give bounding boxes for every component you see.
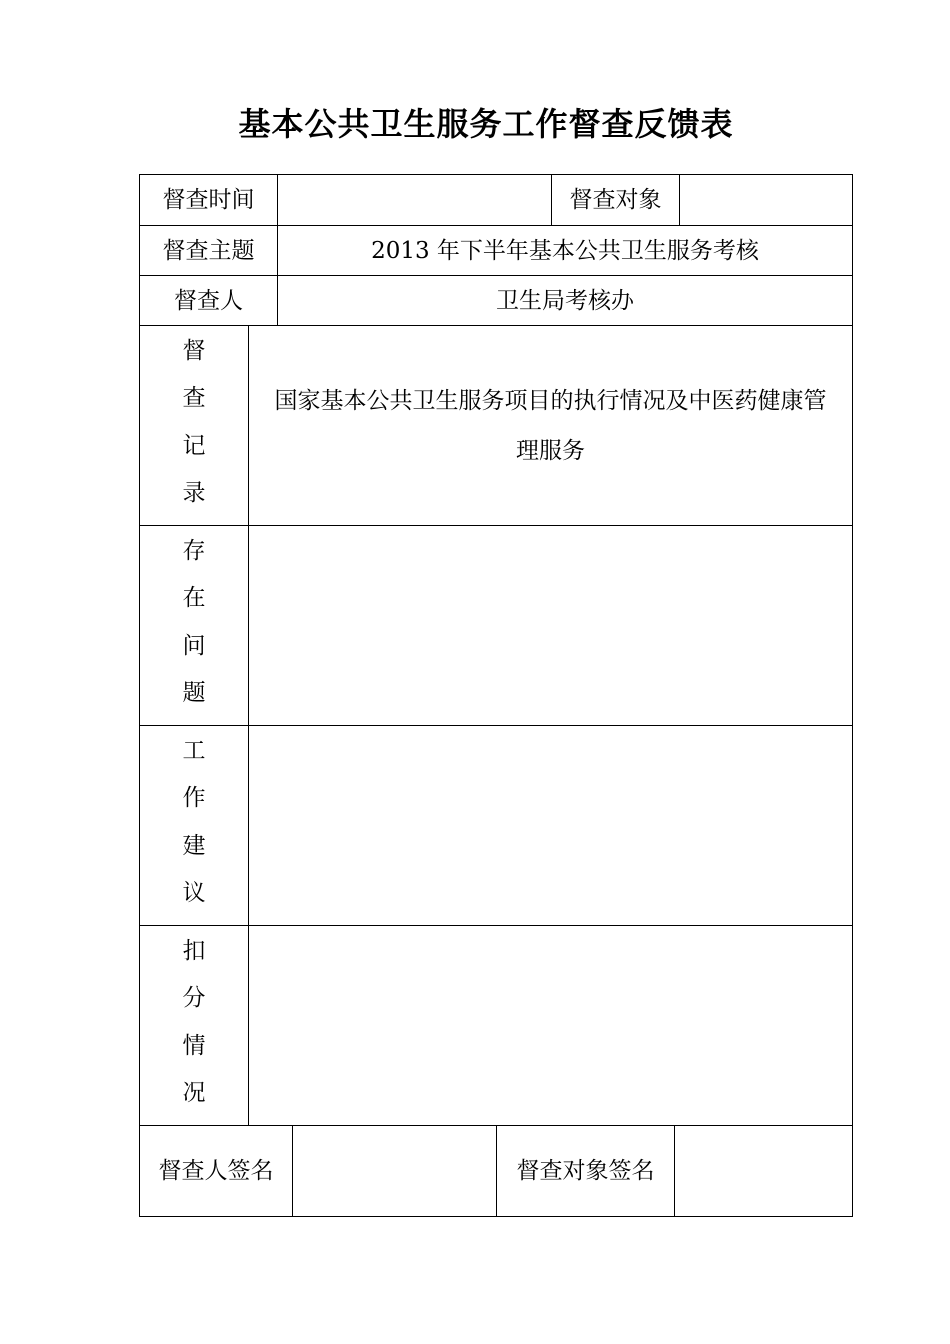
issues-field[interactable] — [248, 525, 853, 726]
deduction-label-char: 分 — [182, 985, 206, 1012]
target-signature-label: 督查对象签名 — [496, 1125, 675, 1217]
record-label-char: 记 — [182, 432, 206, 459]
issues-label-char: 在 — [182, 585, 206, 612]
issues-label-char: 存 — [182, 538, 206, 564]
inspector-signature-label: 督查人签名 — [139, 1125, 293, 1217]
time-field[interactable] — [277, 174, 552, 226]
inspector-field[interactable]: 卫生局考核办 — [277, 275, 853, 326]
deduction-label-char: 情 — [182, 1032, 206, 1059]
subject-label: 督查主题 — [139, 225, 278, 276]
issues-label — [139, 525, 249, 726]
target-field[interactable] — [679, 174, 853, 226]
suggestions-label-char: 作 — [182, 785, 206, 812]
page-title: 基本公共卫生服务工作督查反馈表 — [238, 105, 734, 143]
deduction-label — [139, 925, 249, 1126]
deduction-label-char: 扣 — [182, 938, 206, 964]
inspector-label: 督查人 — [139, 275, 278, 326]
target-label: 督查对象 — [551, 174, 680, 226]
suggestions-label-char: 议 — [182, 879, 206, 906]
record-label-char: 督 — [182, 338, 206, 364]
inspector-signature-field[interactable] — [292, 1125, 497, 1217]
time-label: 督查时间 — [139, 174, 278, 226]
record-label — [139, 325, 249, 526]
suggestions-label — [139, 725, 249, 926]
issues-label-char: 题 — [182, 679, 206, 706]
target-signature-field[interactable] — [674, 1125, 853, 1217]
suggestions-label-char: 工 — [182, 738, 206, 764]
record-field[interactable]: 国家基本公共卫生服务项目的执行情况及中医药健康管理服务 — [248, 325, 853, 526]
record-label-char: 录 — [182, 479, 206, 506]
record-label-char: 查 — [182, 385, 206, 412]
subject-field[interactable]: 2013 年下半年基本公共卫生服务考核 — [277, 225, 853, 276]
suggestions-field[interactable] — [248, 725, 853, 926]
deduction-field[interactable] — [248, 925, 853, 1126]
suggestions-label-char: 建 — [182, 832, 206, 859]
deduction-label-char: 况 — [182, 1079, 206, 1106]
issues-label-char: 问 — [182, 632, 206, 659]
